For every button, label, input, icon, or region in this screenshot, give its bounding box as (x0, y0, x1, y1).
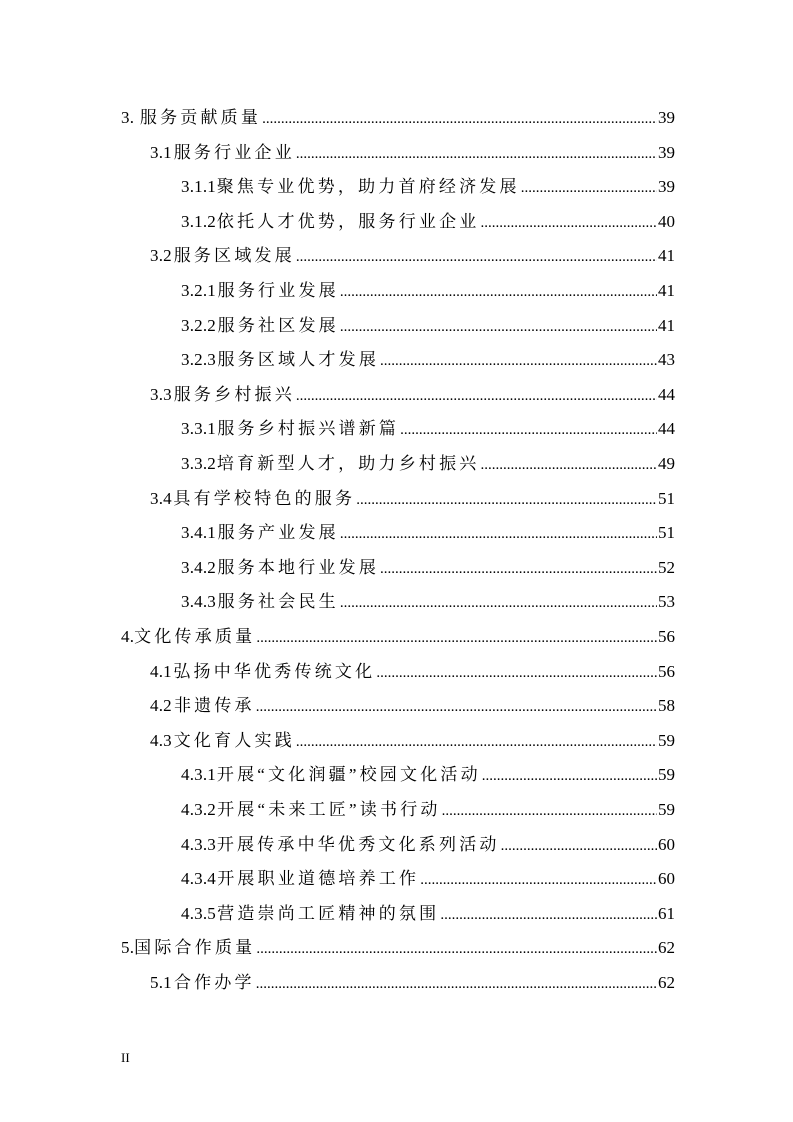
toc-dot-leader (296, 730, 657, 754)
toc-entry-title: 聚焦专业优势，助力首府经济发展 (216, 177, 520, 197)
page-footer-number: II (121, 1050, 130, 1065)
toc-page-number: 58 (658, 696, 675, 716)
toc-entry-number: 3.2.2 (181, 315, 216, 335)
toc-entry-title: 弘扬中华优秀传统文化 (173, 661, 376, 681)
toc-dot-leader (521, 176, 657, 200)
toc-dot-leader (420, 868, 657, 892)
toc-entry-title: 服务乡村振兴 (173, 384, 295, 404)
toc-dot-leader (340, 315, 657, 339)
toc-entry-number: 4.2 (150, 696, 172, 716)
toc-entry[interactable] (181, 279, 675, 303)
toc-entry-number: 3.4.3 (181, 592, 216, 612)
toc-page-number: 39 (658, 142, 675, 162)
toc-entry-number: 3.4.1 (181, 523, 216, 543)
toc-entry-title: 开展“未来工匠”读书行动 (217, 800, 441, 819)
toc-dot-leader (340, 522, 657, 546)
toc-entry[interactable] (121, 936, 675, 960)
toc-dot-leader (442, 799, 657, 823)
toc-entry-number: 4.3.5 (181, 903, 216, 923)
toc-entry-title: 服务乡村振兴谱新篇 (217, 419, 400, 439)
toc-page-number: 62 (658, 973, 675, 992)
toc-page-number: 40 (658, 211, 675, 231)
toc-entry-title: 文化传承质量 (134, 627, 256, 646)
toc-entry-number: 4.3.1 (181, 765, 216, 785)
toc-entry-title: 服务社区发展 (217, 315, 339, 335)
toc-entry[interactable] (181, 763, 675, 787)
toc-entry-title: 开展职业道德培养工作 (217, 869, 420, 889)
toc-page-number: 41 (658, 315, 675, 335)
toc-entry[interactable] (150, 971, 675, 995)
toc-entry-title: 培育新型人才，助力乡村振兴 (216, 454, 480, 473)
toc-entry[interactable] (181, 314, 675, 338)
toc-dot-leader (501, 834, 657, 858)
toc-entry-title: 营造崇尚工匠精神的氛围 (217, 903, 440, 923)
toc-entry-title: 服务区域人才发展 (217, 350, 380, 370)
toc-page-number: 41 (658, 281, 675, 300)
toc-entry[interactable] (121, 625, 675, 649)
toc-page-number: 61 (658, 903, 675, 923)
toc-entry-number: 4.3.3 (181, 834, 216, 854)
toc-page-number: 39 (658, 177, 675, 197)
toc-entry-title: 合作办学 (173, 973, 255, 992)
toc-dot-leader (380, 557, 657, 581)
toc-entry-title: 服务本地行业发展 (217, 557, 380, 577)
toc-entry-number: 3.3 (150, 384, 172, 404)
toc-entry[interactable] (181, 833, 675, 857)
toc-page-number: 59 (658, 730, 675, 750)
toc-entry-number: 3.2.3 (181, 350, 216, 370)
toc-entry[interactable] (150, 660, 675, 684)
toc-dot-leader (256, 695, 657, 719)
toc-entry-title: 开展传承中华优秀文化系列活动 (216, 834, 500, 854)
toc-page-number: 59 (658, 800, 675, 819)
toc-entry-number: 4.3 (150, 730, 172, 750)
toc-entry[interactable] (181, 210, 675, 234)
toc-entry-number: 3.1.2 (181, 211, 216, 231)
toc-entry[interactable] (181, 867, 675, 891)
toc-dot-leader (296, 384, 657, 408)
toc-dot-leader (256, 626, 657, 650)
toc-page-number: 51 (658, 523, 675, 543)
toc-entry-number: 3.1.1 (181, 177, 216, 197)
toc-dot-leader (356, 488, 657, 512)
toc-entry-title: 国际合作质量 (134, 938, 256, 958)
toc-entry[interactable] (150, 487, 675, 511)
toc-page-number: 56 (658, 661, 675, 681)
toc-page-number: 43 (658, 350, 675, 370)
toc-entry-title: 服务社会民生 (217, 592, 339, 612)
toc-entry-number: 5. (121, 938, 135, 958)
toc-entry-title: 具有学校特色的服务 (173, 488, 356, 508)
toc-entry-title: 开展“文化润疆”校园文化活动 (216, 765, 481, 785)
toc-entry[interactable] (121, 106, 675, 130)
toc-page-number: 52 (658, 557, 675, 577)
toc-page-number: 44 (658, 384, 675, 404)
toc-entry[interactable] (181, 590, 675, 614)
toc-dot-leader (262, 107, 657, 131)
toc-page-number: 44 (658, 419, 675, 439)
toc-page-number: 62 (658, 938, 675, 958)
toc-entry-title: 服务行业发展 (217, 281, 339, 300)
toc-entry[interactable] (150, 694, 675, 718)
toc-page-number: 59 (658, 765, 675, 785)
toc-entry-number: 5.1 (150, 973, 172, 992)
toc-dot-leader (340, 280, 657, 304)
toc-dot-leader (481, 453, 657, 477)
toc-dot-leader (481, 211, 657, 235)
toc-entry-number: 4.1 (150, 661, 172, 681)
toc-dot-leader (482, 764, 657, 788)
toc-dot-leader (256, 937, 657, 961)
toc-entry-title: 依托人才优势，服务行业企业 (216, 211, 480, 231)
toc-entry[interactable] (181, 521, 675, 545)
toc-page-number: 39 (658, 108, 675, 127)
toc-entry-title: 非遗传承 (173, 696, 255, 716)
toc-entry-title: 服务产业发展 (217, 523, 339, 543)
toc-entry[interactable] (150, 383, 675, 407)
toc-entry-title: 服务贡献质量 (139, 108, 262, 127)
toc-dot-leader (340, 591, 657, 615)
toc-page-number: 53 (658, 592, 675, 612)
toc-dot-leader (376, 661, 657, 685)
toc-dot-leader (296, 245, 657, 269)
toc-entry-number: 3. (121, 108, 135, 127)
toc-dot-leader (296, 142, 657, 166)
toc-entry-number: 3.4 (150, 488, 172, 508)
toc-page-number: 49 (658, 454, 675, 473)
toc-page-number: 60 (658, 834, 675, 854)
toc-entry-number: 4.3.4 (181, 869, 216, 889)
toc-entry[interactable] (181, 556, 675, 580)
toc-page-number: 60 (658, 869, 675, 889)
toc-entry-number: 4. (121, 627, 135, 646)
toc-entry[interactable] (181, 348, 675, 372)
toc-entry[interactable] (181, 798, 675, 822)
toc-entry[interactable] (181, 902, 675, 926)
toc-dot-leader (380, 349, 657, 373)
toc-entry-number: 3.4.2 (181, 557, 216, 577)
toc-dot-leader (256, 972, 657, 996)
toc-entry[interactable] (181, 452, 675, 476)
toc-page-number: 56 (658, 627, 675, 646)
toc-entry[interactable] (181, 417, 675, 441)
toc-entry-number: 3.3.1 (181, 419, 216, 439)
toc-entry[interactable] (150, 729, 675, 753)
toc-dot-leader (400, 418, 657, 442)
toc-entry[interactable] (150, 141, 675, 165)
toc-entry-number: 3.3.2 (181, 454, 216, 473)
toc-entry-number: 3.2 (150, 246, 172, 266)
toc-page-number: 51 (658, 488, 675, 508)
toc-entry-title: 文化育人实践 (173, 730, 295, 750)
toc-entry-number: 3.2.1 (181, 281, 216, 300)
toc-entry-title: 服务行业企业 (173, 142, 295, 162)
toc-entry-title: 服务区域发展 (173, 246, 295, 266)
toc-dot-leader (440, 903, 657, 927)
toc-entry-number: 3.1 (150, 142, 172, 162)
toc-entry[interactable] (150, 244, 675, 268)
toc-entry[interactable] (181, 175, 675, 199)
toc-page-number: 41 (658, 246, 675, 266)
toc-entry-number: 4.3.2 (181, 800, 216, 819)
